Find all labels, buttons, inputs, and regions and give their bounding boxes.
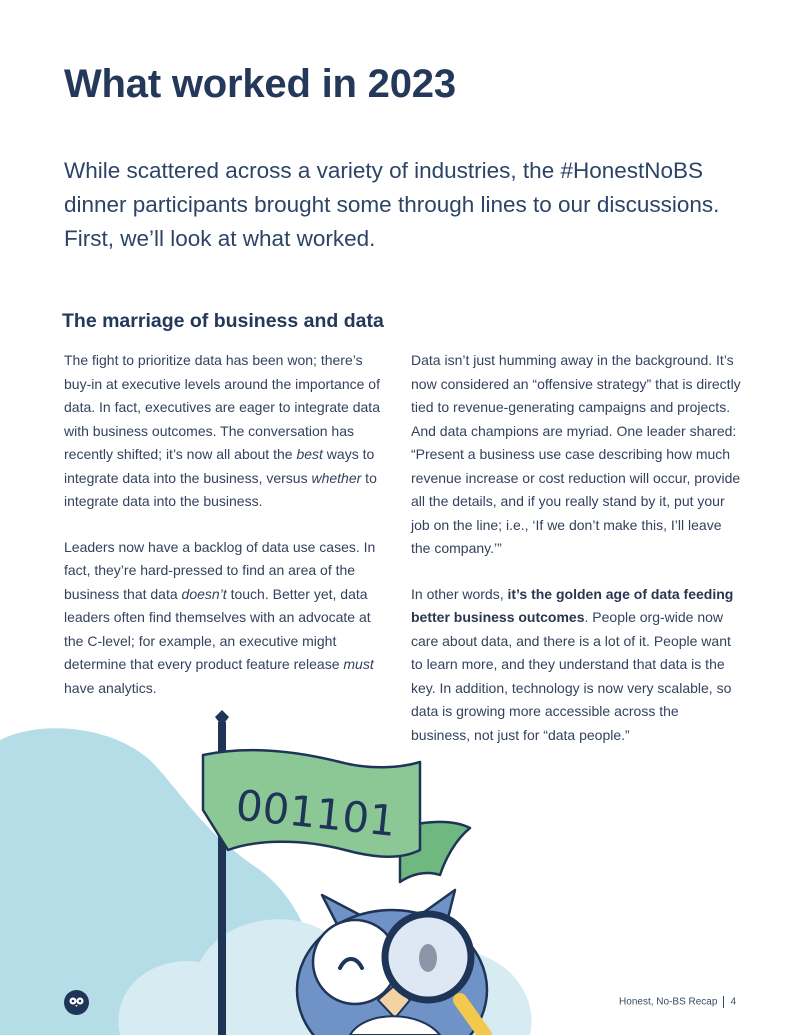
right-column: [411, 349, 741, 747]
page-title: What worked in 2023: [64, 62, 456, 106]
owl-illustration: [0, 700, 800, 1035]
flag-pole-tip: [215, 710, 229, 726]
magnifier-pupil: [419, 944, 437, 972]
footer: [619, 996, 736, 1008]
left-column: [64, 349, 392, 700]
right-paragraph-2: In other words, it’s the golden age of data feeding better business outcomes. People org-wide now care about data, and there is a lot of it. People want to learn more, and they understand that data is the key. In addition, technology is now very scalable, so data is growing more accessible across the business, not just for “data people.”: [411, 585, 734, 743]
footer-doc-name: Honest, No-BS Recap: [619, 996, 718, 1008]
footer-divider: [723, 996, 724, 1008]
owl: [297, 890, 487, 1035]
owl-logo-icon: [64, 990, 89, 1015]
flag-text: 001101: [233, 780, 399, 846]
left-paragraph-2: Leaders now have a backlog of data use cases. In fact, they’re hard-pressed to find an area of the business that data doesn’t touch. Better yet, data leaders often find themselves with an advocate at the C-level; for example, an executive might determine that every product feature release must have analytics.: [64, 538, 376, 696]
page-number: 4: [730, 996, 736, 1008]
section-heading: The marriage of business and data: [62, 310, 384, 332]
intro-paragraph: While scattered across a variety of industries, the #HonestNoBS dinner participants brought some through lines to our discussions. First, we’ll look at what worked.: [64, 158, 720, 251]
right-paragraph-1: Data isn’t just humming away in the background. It’s now considered an “offensive strategy” that is directly tied to revenue-generating campaigns and projects. And data champions are myriad. One leader shared: “Present a business use case describing how much revenue increase or cost reduction will occur, provide all the details, and if you really stand by it, put your job on the line; i.e., ‘If we don’t make this, I’ll leave the company.’”: [411, 352, 741, 556]
left-paragraph-1: The fight to prioritize data has been won; there’s buy-in at executive levels around the importance of data. In fact, executives are eager to integrate data with business outcomes. The conversation has recently shifted; it’s now all about the best ways to integrate data into the business, versus whether to integrate data into the business.: [64, 352, 380, 509]
